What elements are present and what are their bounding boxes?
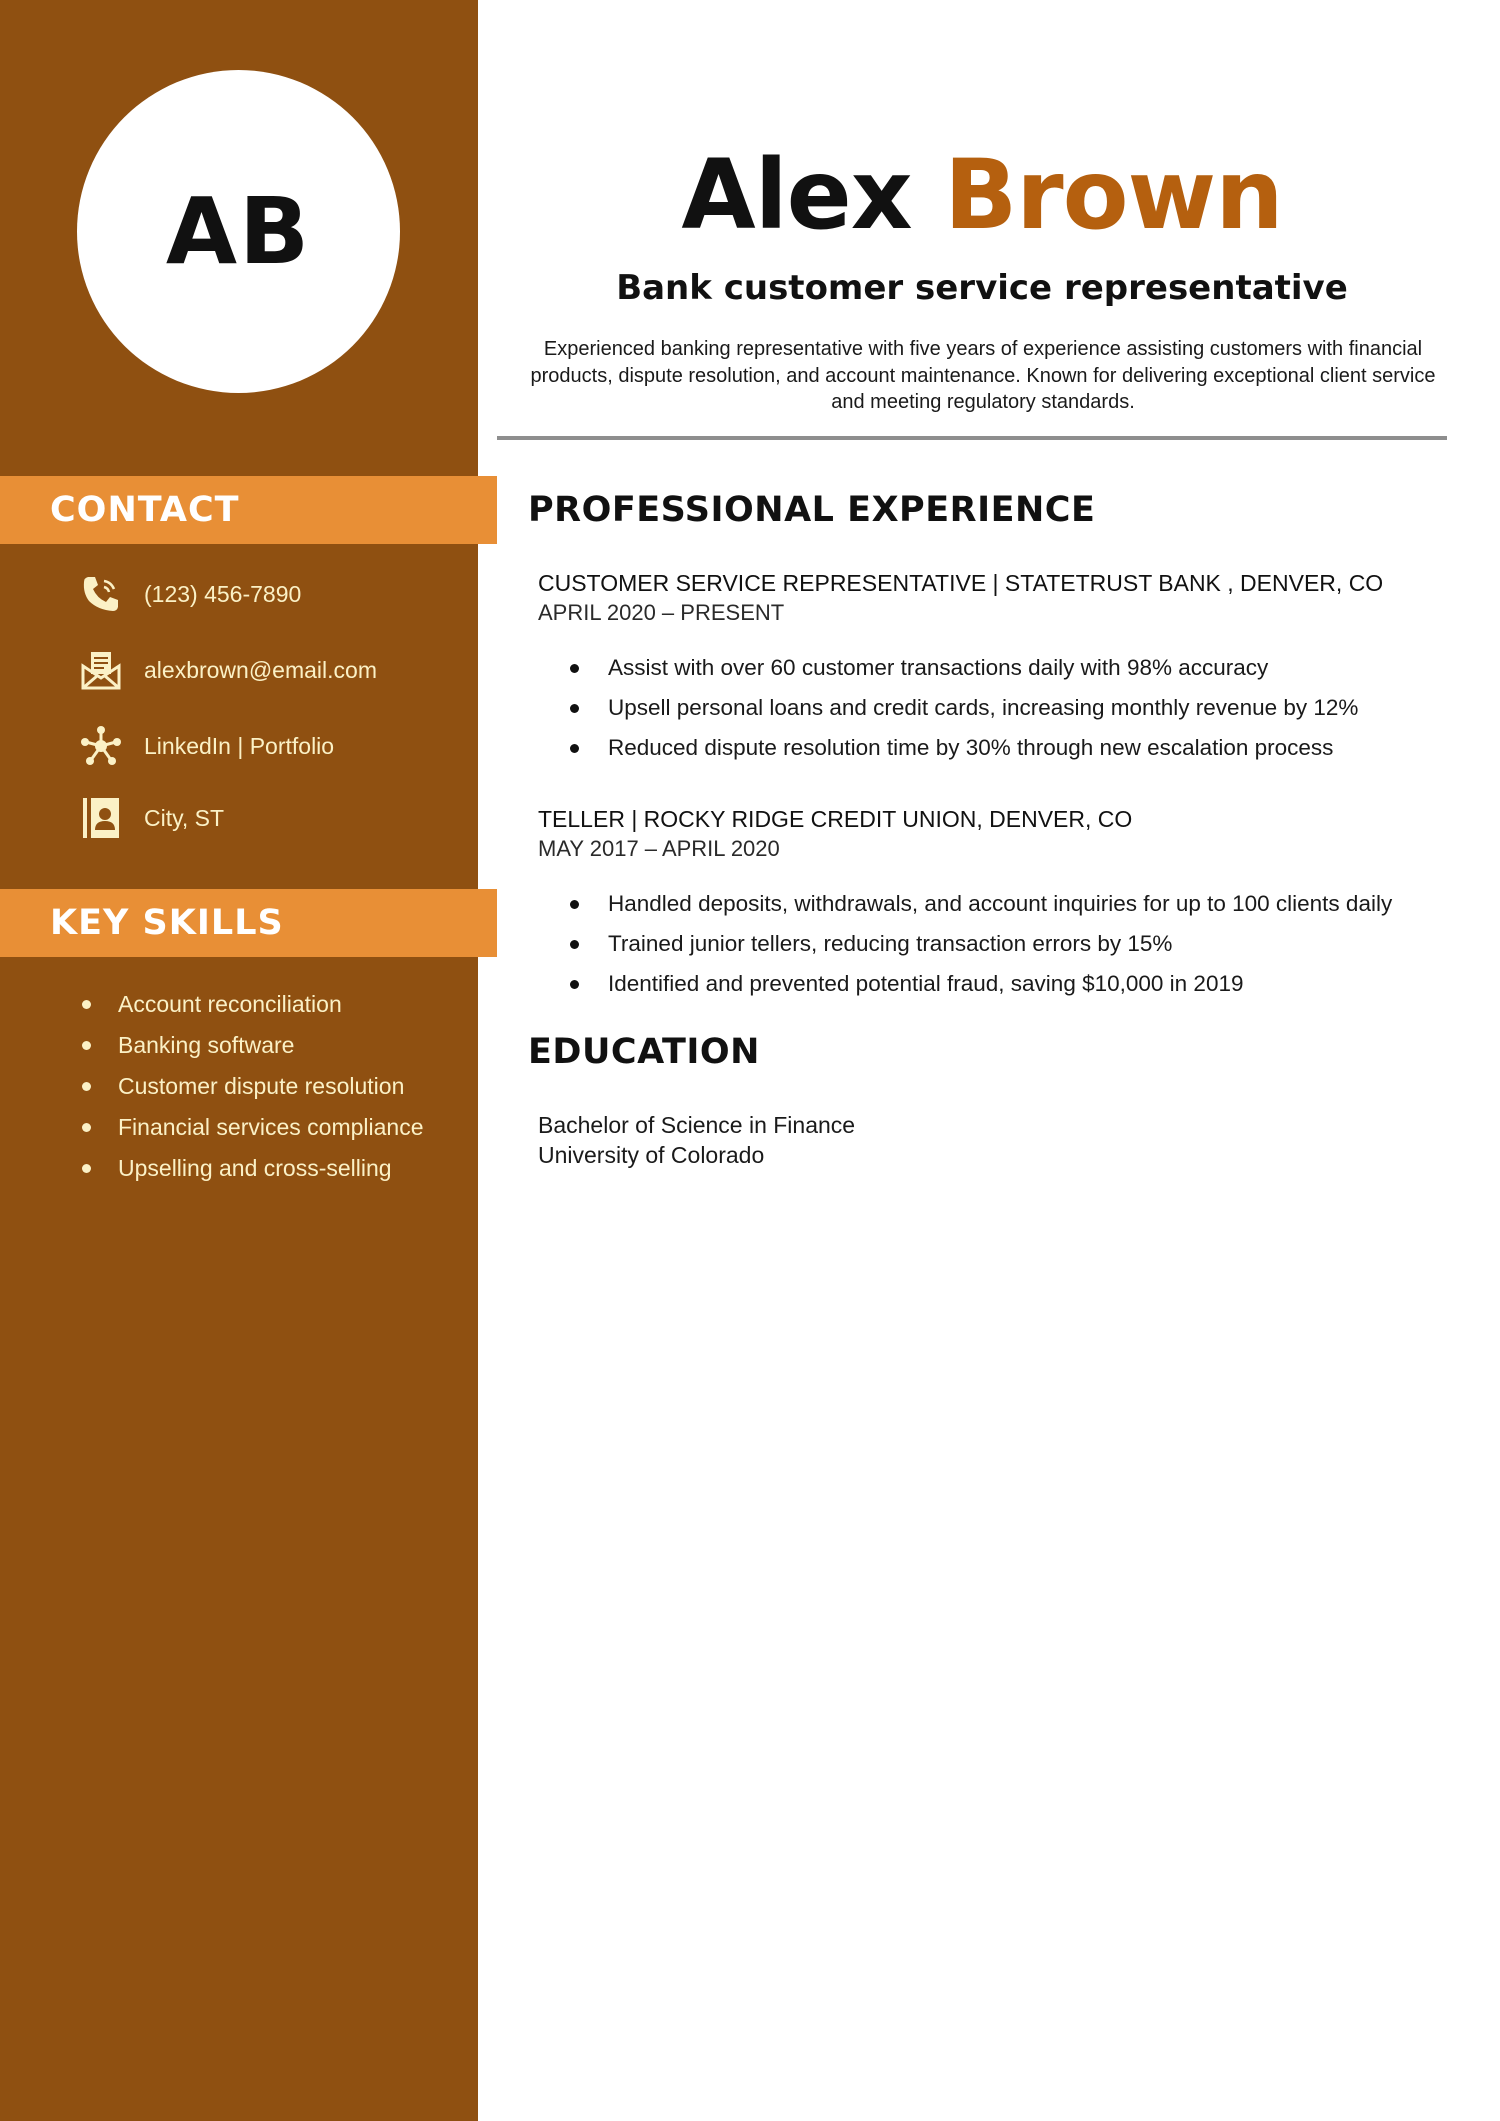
bullet-dot — [82, 1164, 91, 1173]
bullet-dot — [570, 704, 579, 713]
experience-heading: PROFESSIONAL EXPERIENCE — [528, 490, 1096, 530]
list-item — [570, 728, 1458, 768]
list-item — [570, 964, 1458, 1004]
school: University of Colorado — [538, 1142, 765, 1168]
job-role: TELLER | ROCKY RIDGE CREDIT UNION, DENVER, CO — [538, 806, 1133, 832]
list-item — [570, 688, 1458, 728]
job-entry — [538, 568, 1458, 768]
job-role: CUSTOMER SERVICE REPRESENTATIVE | STATETRUST BANK , DENVER, CO — [538, 570, 1384, 596]
bullet-dot — [570, 900, 579, 909]
contact-location — [80, 797, 224, 839]
monogram-circle — [77, 70, 400, 393]
bullet-text: Upsell personal loans and credit cards, increasing monthly revenue by 12% — [608, 695, 1359, 720]
job-title: Bank customer service representative — [616, 268, 1348, 308]
contact-links — [80, 725, 334, 767]
job-bullets — [570, 884, 1458, 1004]
envelope-icon — [80, 649, 122, 691]
last-name: Brown — [944, 139, 1283, 251]
skills-heading-band — [0, 889, 497, 957]
monogram: AB — [165, 178, 312, 285]
address-book-icon — [80, 797, 122, 839]
job-bullets — [570, 648, 1458, 768]
contact-email — [80, 649, 377, 691]
skill-label: Account reconciliation — [118, 991, 342, 1017]
divider — [497, 436, 1447, 440]
bullet-dot — [570, 664, 579, 673]
phone-icon — [80, 573, 122, 615]
bullet-dot — [82, 1000, 91, 1009]
network-icon — [80, 725, 122, 767]
list-item — [82, 984, 424, 1025]
first-name: Alex — [681, 139, 912, 251]
bullet-text: Trained junior tellers, reducing transaction errors by 15% — [608, 931, 1173, 956]
list-item — [82, 1148, 424, 1189]
contact-heading: CONTACT — [50, 490, 240, 530]
list-item — [82, 1025, 424, 1066]
bullet-dot — [82, 1082, 91, 1091]
degree: Bachelor of Science in Finance — [538, 1112, 856, 1138]
bullet-text: Reduced dispute resolution time by 30% through new escalation process — [608, 735, 1334, 760]
skill-label: Financial services compliance — [118, 1114, 424, 1140]
job-entry — [538, 804, 1458, 1004]
list-item — [570, 884, 1458, 924]
skill-label: Upselling and cross-selling — [118, 1155, 392, 1181]
bullet-text: Identified and prevented potential fraud, saving $10,000 in 2019 — [608, 971, 1244, 996]
location-text: City, ST — [144, 804, 225, 831]
bullet-text: Assist with over 60 customer transactions daily with 98% accuracy — [608, 655, 1269, 680]
skills-list — [82, 984, 424, 1189]
skill-label: Customer dispute resolution — [118, 1073, 405, 1099]
list-item — [570, 924, 1458, 964]
sidebar — [0, 0, 478, 2121]
job-dates: MAY 2017 – APRIL 2020 — [538, 836, 780, 861]
full-name — [497, 135, 1467, 255]
education-heading: EDUCATION — [528, 1032, 760, 1072]
bullet-dot — [570, 940, 579, 949]
summary: Experienced banking representative with five years of experience assisting customers with financial products, dispute resolution, and account maintenance. Known for delivering exceptional client service and meeting regulatory standards. — [530, 338, 1436, 413]
list-item — [82, 1066, 424, 1107]
contact-heading-band — [0, 476, 497, 544]
job-dates: APRIL 2020 – PRESENT — [538, 600, 785, 625]
education-entry — [538, 1110, 855, 1170]
bullet-dot — [82, 1123, 91, 1132]
bullet-dot — [570, 980, 579, 989]
bullet-dot — [570, 744, 579, 753]
links-text[interactable]: LinkedIn | Portfolio — [144, 732, 335, 759]
bullet-text: Handled deposits, withdrawals, and account inquiries for up to 100 clients daily — [608, 891, 1393, 916]
list-item — [570, 648, 1458, 688]
list-item — [82, 1107, 424, 1148]
skill-label: Banking software — [118, 1032, 295, 1058]
phone-text[interactable]: (123) 456-7890 — [144, 580, 302, 607]
bullet-dot — [82, 1041, 91, 1050]
skills-heading: KEY SKILLS — [50, 903, 284, 943]
contact-phone — [80, 573, 301, 615]
email-text[interactable]: alexbrown@email.com — [144, 656, 377, 683]
